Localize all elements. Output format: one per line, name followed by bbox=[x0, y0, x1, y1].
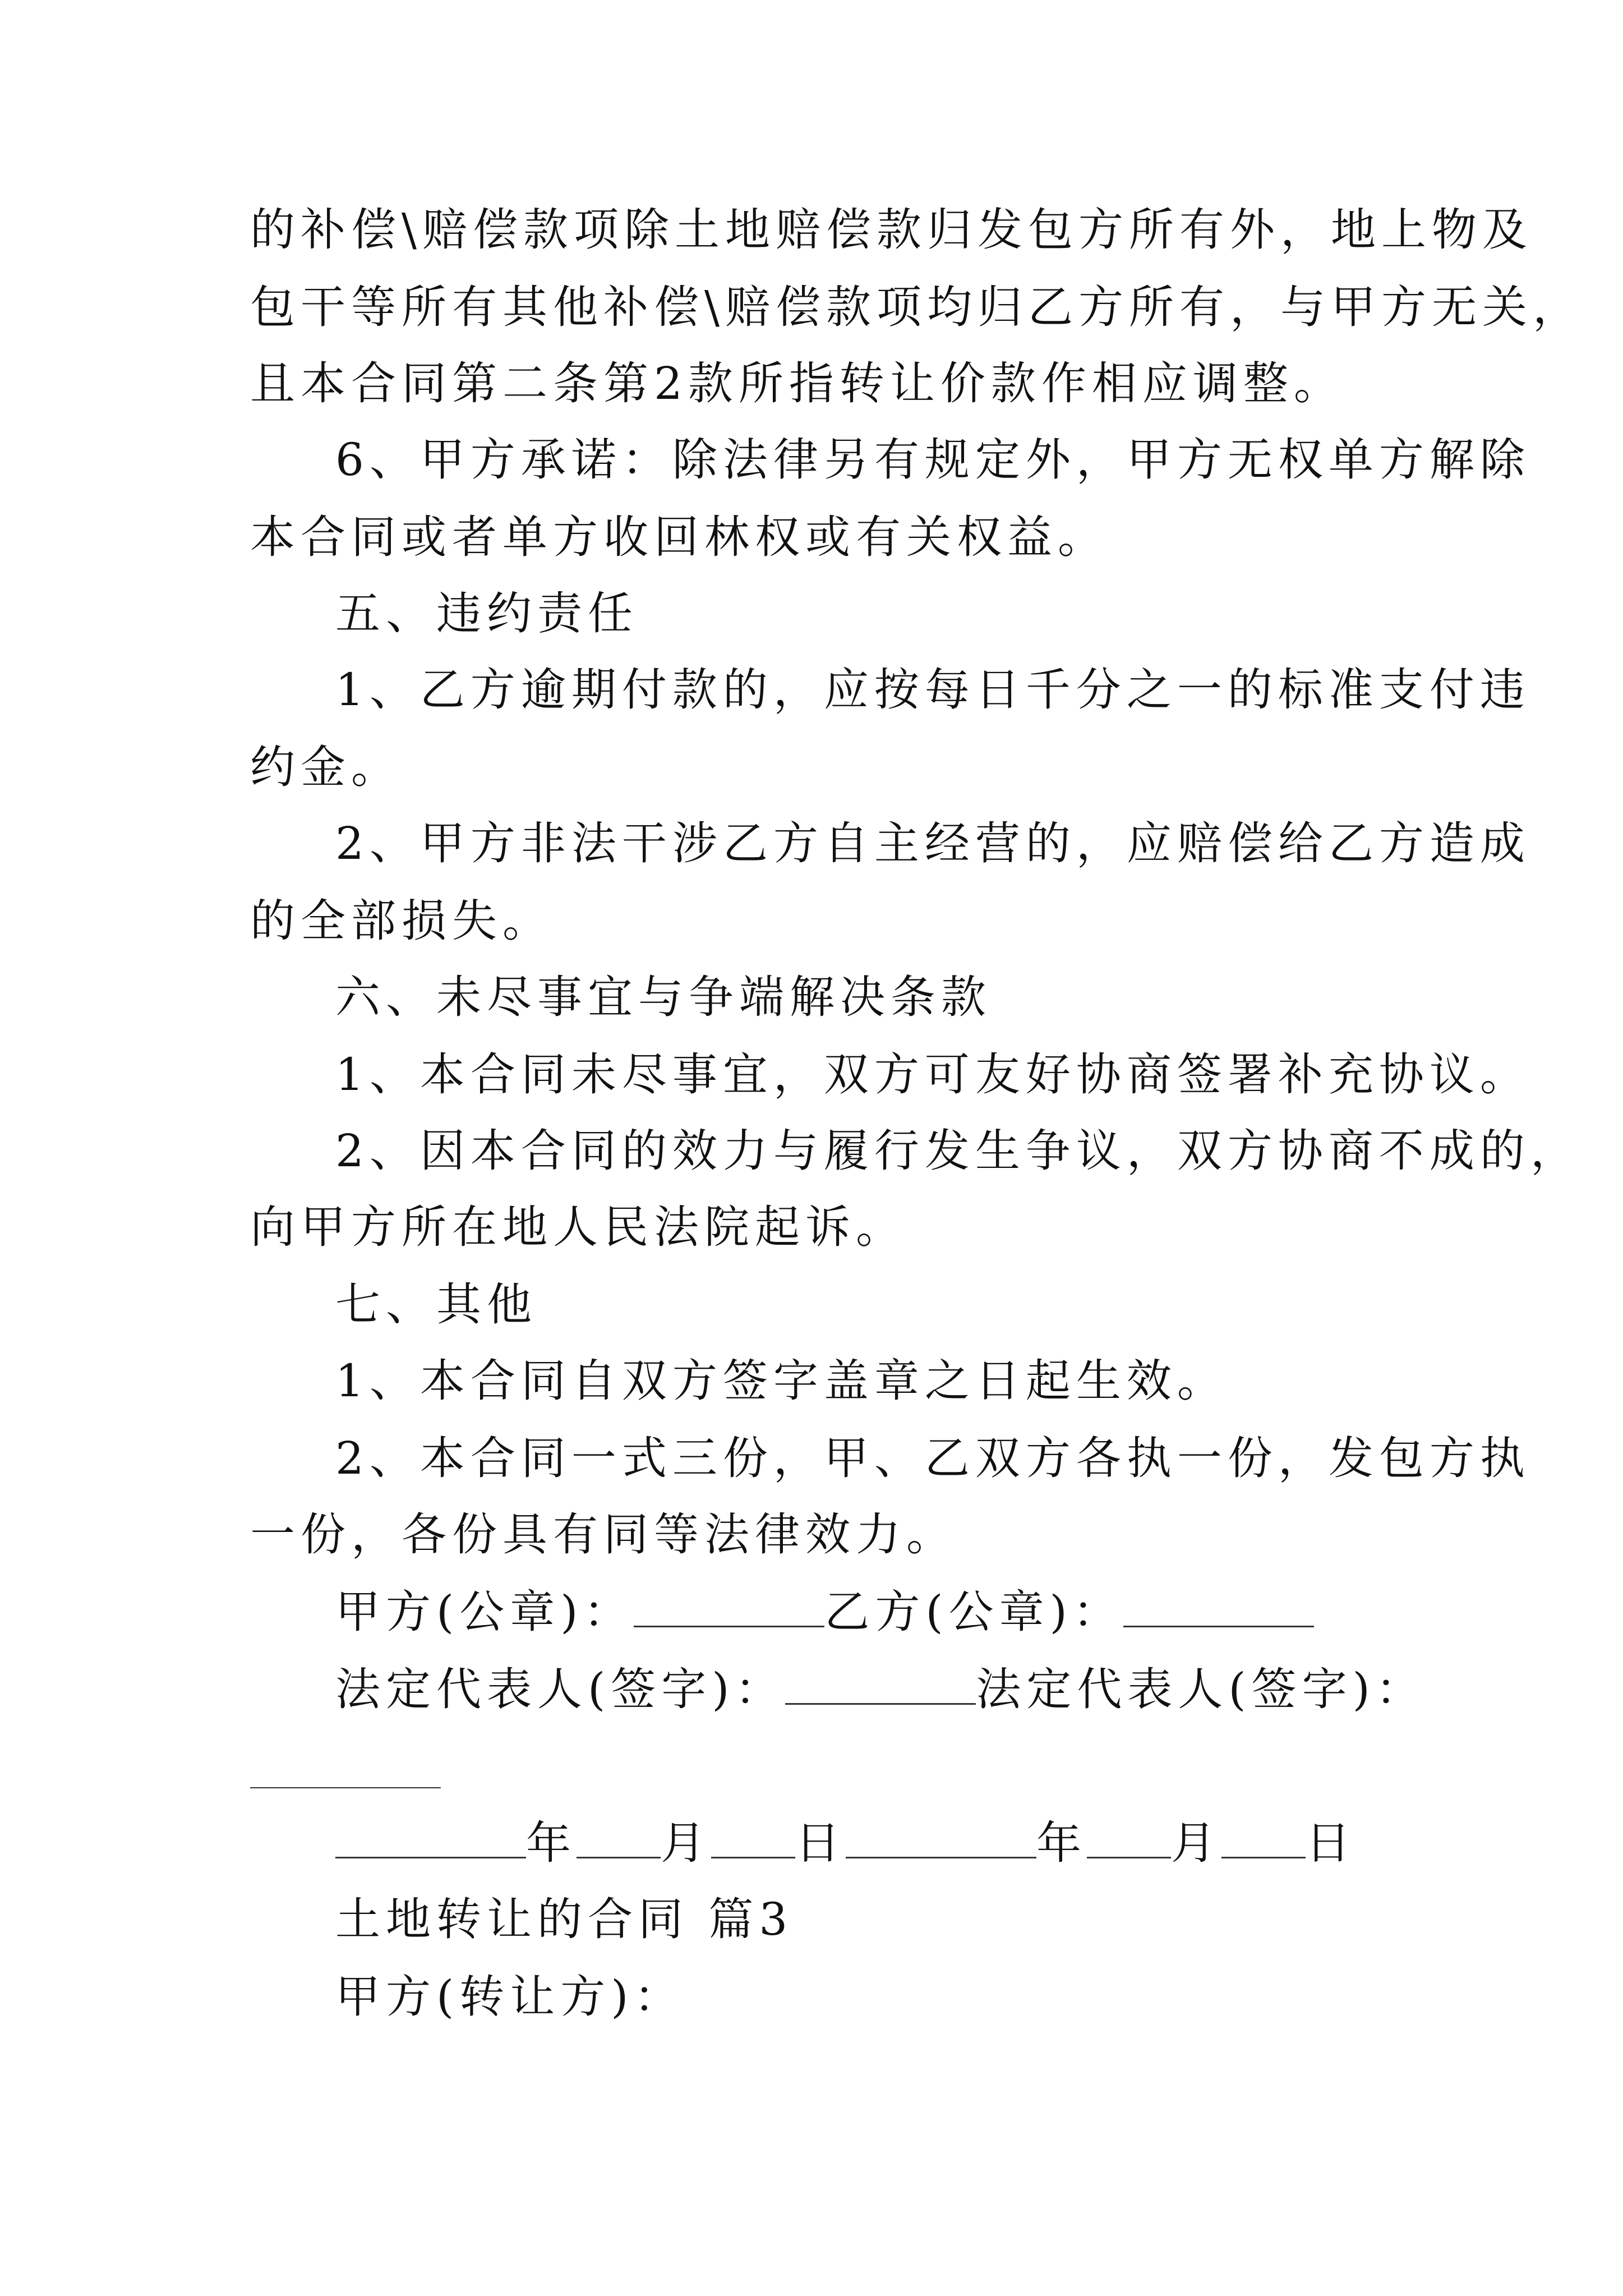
paragraph-line: 1、本合同自双方签字盖章之日起生效。 bbox=[335, 1355, 1228, 1407]
party-a-transferor-label: 甲方(转让方)： bbox=[335, 1971, 685, 2023]
paragraph-line: 6、甲方承诺：除法律另有规定外，甲方无权单方解除 bbox=[335, 434, 1530, 486]
party-b-seal-label: 乙方(公章)： bbox=[824, 1586, 1123, 1638]
legal-rep-line bbox=[335, 1662, 1426, 1718]
paragraph-line: 向甲方所在地人民法院起诉。 bbox=[250, 1201, 906, 1253]
day-label: 日 bbox=[795, 1817, 846, 1869]
paragraph-line: 约金。 bbox=[250, 741, 402, 793]
paragraph-line: 1、本合同未尽事宜，双方可友好协商签署补充协议。 bbox=[335, 1048, 1530, 1101]
month-a-blank bbox=[577, 1816, 661, 1858]
month-label: 月 bbox=[661, 1817, 711, 1869]
month-label: 月 bbox=[1171, 1817, 1221, 1869]
paragraph-line: 一份，各份具有同等法律效力。 bbox=[250, 1508, 957, 1561]
party-a-seal-blank bbox=[634, 1585, 824, 1627]
paragraph-line: 2、本合同一式三份，甲、乙双方各执一份，发包方执 bbox=[335, 1432, 1530, 1484]
paragraph-line: 2、甲方非法干涉乙方自主经营的，应赔偿给乙方造成 bbox=[335, 817, 1530, 869]
paragraph-line: 包干等所有其他补偿\赔偿款项均归乙方所有，与甲方无关， bbox=[250, 281, 1583, 333]
year-b-blank bbox=[846, 1816, 1036, 1858]
legal-rep-a-blank bbox=[785, 1663, 976, 1705]
year-a-blank bbox=[335, 1816, 526, 1858]
day-label: 日 bbox=[1306, 1817, 1356, 1869]
section-heading: 七、其他 bbox=[335, 1278, 537, 1331]
party-a-seal-label: 甲方(公章)： bbox=[335, 1586, 634, 1638]
day-a-blank bbox=[711, 1816, 795, 1858]
legal-rep-a-label: 法定代表人(签字)： bbox=[335, 1663, 786, 1715]
year-label: 年 bbox=[526, 1817, 577, 1869]
paragraph-line: 的全部损失。 bbox=[250, 895, 553, 947]
paragraph-line: 2、因本合同的效力与履行发生争议，双方协商不成的， bbox=[335, 1125, 1581, 1177]
month-b-blank bbox=[1087, 1816, 1171, 1858]
year-label: 年 bbox=[1036, 1817, 1087, 1869]
paragraph-line: 本合同或者单方收回林权或有关权益。 bbox=[250, 511, 1108, 563]
party-b-seal-blank bbox=[1123, 1585, 1314, 1627]
seal-line bbox=[335, 1584, 1314, 1640]
paragraph-line: 1、乙方逾期付款的，应按每日千分之一的标准支付违 bbox=[335, 664, 1530, 716]
legal-rep-b-blank bbox=[250, 1787, 441, 1788]
legal-rep-b-label: 法定代表人(签字)： bbox=[976, 1663, 1426, 1715]
paragraph-line: 的补偿\赔偿款项除土地赔偿款归发包方所有外，地上物及 bbox=[250, 204, 1533, 256]
section-heading: 五、违约责任 bbox=[335, 587, 638, 639]
date-line bbox=[335, 1815, 1356, 1871]
next-section-title: 土地转让的合同 篇3 bbox=[335, 1893, 794, 1945]
paragraph-line: 且本合同第二条第2款所指转让价款作相应调整。 bbox=[250, 357, 1344, 409]
section-heading: 六、未尽事宜与争端解决条款 bbox=[335, 971, 992, 1023]
day-b-blank bbox=[1221, 1816, 1306, 1858]
